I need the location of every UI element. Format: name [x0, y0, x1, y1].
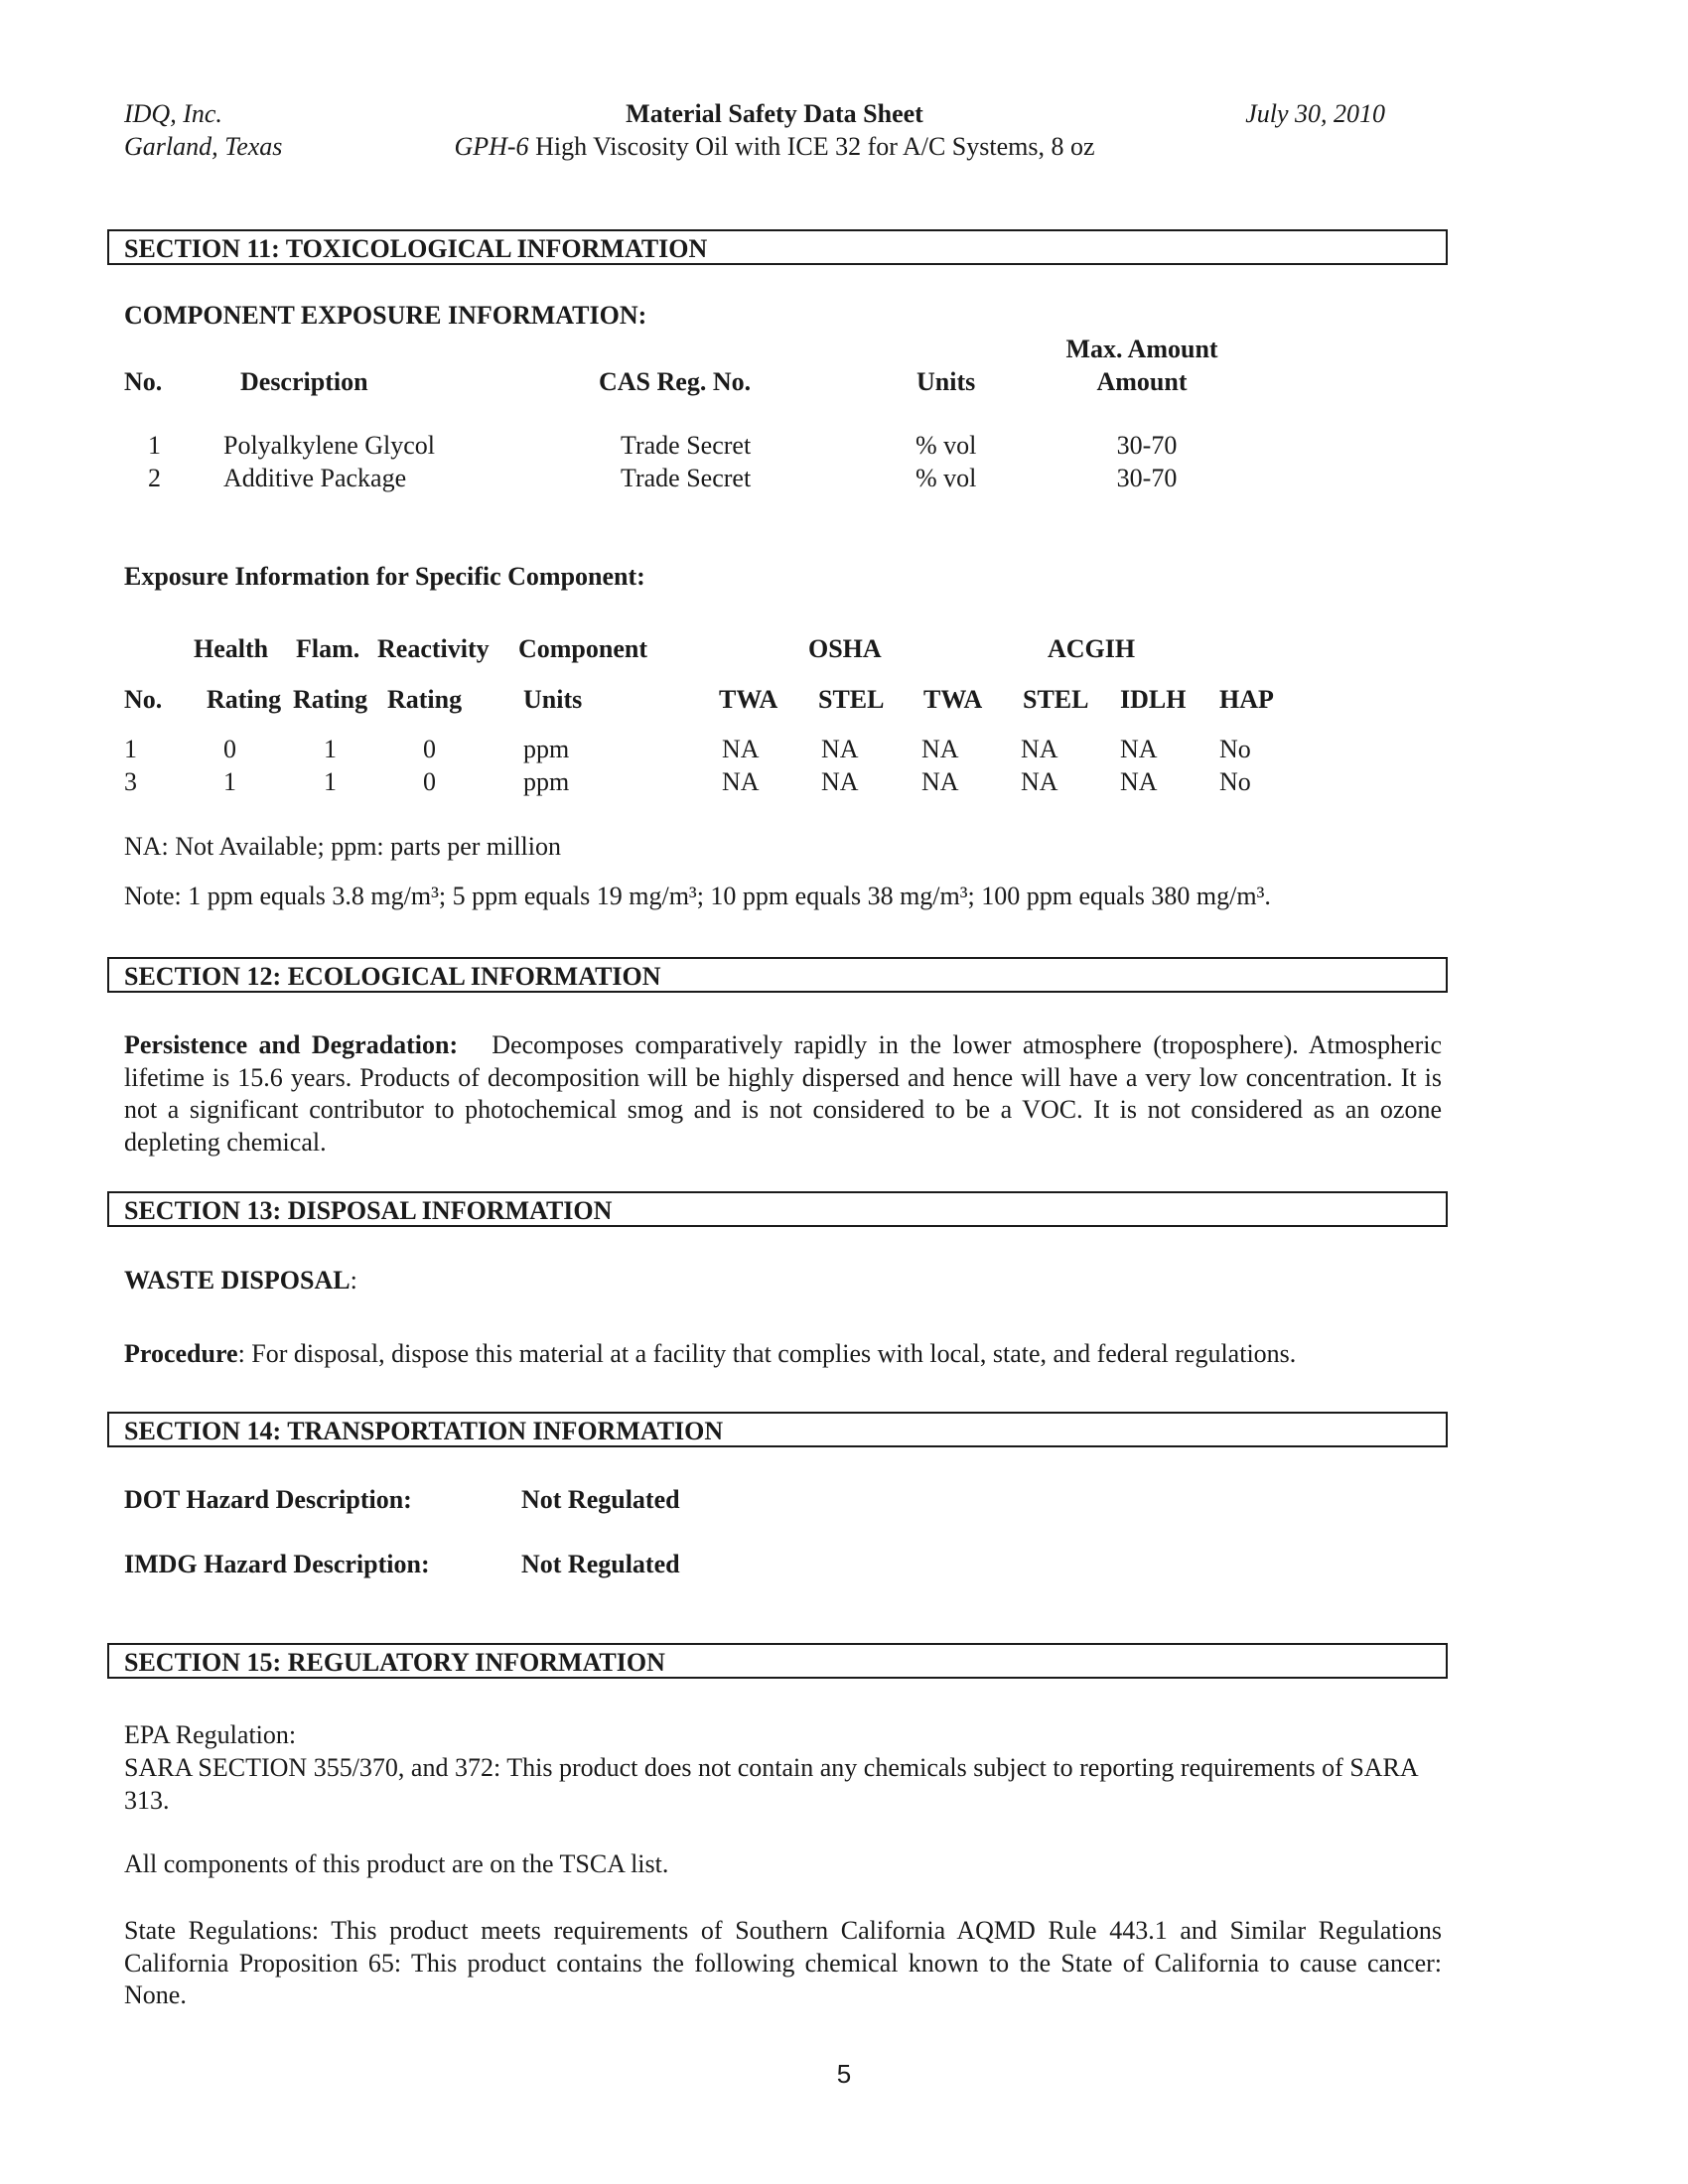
procedure-line — [124, 1339, 1296, 1369]
cell-acgih-stel: NA — [1021, 767, 1058, 796]
cell-reactivity: 0 — [423, 735, 436, 763]
component-exposure-heading: COMPONENT EXPOSURE INFORMATION: — [124, 301, 647, 330]
waste-disposal-label: WASTE DISPOSAL — [124, 1266, 351, 1295]
cell-no: 1 — [124, 735, 137, 763]
top-header-component: Component — [518, 634, 648, 663]
persistence-paragraph — [124, 1029, 1442, 1159]
cell-flam: 1 — [324, 767, 337, 796]
col-header-no: No. — [124, 367, 163, 396]
product-title — [397, 132, 1152, 162]
cell-cas: Trade Secret — [621, 431, 752, 460]
cell-idlh: NA — [1120, 735, 1158, 763]
dot-hazard-value: Not Regulated — [521, 1485, 680, 1514]
top-header-reactivity: Reactivity — [377, 634, 490, 663]
cell-units: ppm — [523, 735, 570, 763]
cell-no: 3 — [124, 767, 137, 796]
epa-regulation-label: EPA Regulation: — [124, 1720, 297, 1749]
top-header-health: Health — [194, 634, 269, 663]
col-header-units: Units — [916, 367, 976, 396]
cell-cas: Trade Secret — [621, 464, 752, 492]
cell-description: Polyalkylene Glycol — [223, 431, 436, 460]
abbreviations-note: NA: Not Available; ppm: parts per million — [124, 832, 562, 861]
col-header-osha-twa: TWA — [719, 685, 778, 714]
col-header-flam-rating: Rating — [293, 685, 368, 714]
tsca-statement: All components of this product are on the TSCA list. — [124, 1849, 669, 1878]
cell-idlh: NA — [1120, 767, 1158, 796]
section-13-header — [107, 1191, 1448, 1227]
company-name: IDQ, Inc. — [124, 99, 222, 128]
cell-flam: 1 — [324, 735, 337, 763]
top-header-acgih: ACGIH — [1048, 634, 1136, 663]
cell-description: Additive Package — [223, 464, 407, 492]
conversion-note: Note: 1 ppm equals 3.8 mg/m³; 5 ppm equals 19 mg/m³; 10 ppm equals 38 mg/m³; 100 ppm equals 380 mg/m³. — [124, 882, 1271, 910]
cell-units: % vol — [915, 464, 977, 492]
cell-amount: 30-70 — [1116, 464, 1178, 492]
top-header-osha: OSHA — [808, 634, 882, 663]
max-amount-header: Max. Amount — [1065, 335, 1218, 363]
col-header-acgih-stel: STEL — [1023, 685, 1089, 714]
imdg-hazard-label: IMDG Hazard Description: — [124, 1550, 430, 1578]
section-12-header — [107, 957, 1448, 993]
section-15-header — [107, 1643, 1448, 1679]
col-header-description: Description — [240, 367, 368, 396]
cell-osha-twa: NA — [722, 767, 760, 796]
top-header-flam: Flam. — [296, 634, 360, 663]
col-header-health-rating: Rating — [207, 685, 282, 714]
cell-no: 2 — [148, 464, 161, 492]
col-header-hap: HAP — [1219, 685, 1274, 714]
procedure-text: : For disposal, dispose this material at a facility that complies with local, state, and federal regulations. — [237, 1339, 1297, 1368]
section-14-header — [107, 1412, 1448, 1447]
col-header-reactivity-rating: Rating — [387, 685, 463, 714]
waste-disposal-colon: : — [350, 1266, 357, 1295]
cell-units: ppm — [523, 767, 570, 796]
document-title: Material Safety Data Sheet — [626, 99, 923, 128]
section-11-title: SECTION 11: TOXICOLOGICAL INFORMATION — [124, 234, 708, 263]
cell-no: 1 — [148, 431, 161, 460]
persistence-text: Decomposes comparatively rapidly in the lower atmosphere (troposphere). Atmospheric lifetime is 15.6 years. Products of decomposition will be highly dispersed and hence will have a very low concentration. It is not a significant contributor to photochemical smog and is not considered to be a VOC. It is not considered as an ozone depleting chemical. — [124, 1030, 1442, 1157]
document-date: July 30, 2010 — [1245, 99, 1385, 128]
state-regulations-paragraph: State Regulations: This product meets requirements of Southern California AQMD Rule 443.1 and Similar Regulations California Proposition 65: This product contains the following chemical known to the State of California to cause cancer: None. — [124, 1916, 1442, 2009]
col-header-idlh: IDLH — [1120, 685, 1187, 714]
cell-amount: 30-70 — [1116, 431, 1178, 460]
cell-health: 1 — [223, 767, 236, 796]
cell-health: 0 — [223, 735, 236, 763]
cell-osha-stel: NA — [821, 767, 859, 796]
dot-hazard-label: DOT Hazard Description: — [124, 1485, 412, 1514]
section-13-title: SECTION 13: DISPOSAL INFORMATION — [124, 1196, 613, 1225]
cell-reactivity: 0 — [423, 767, 436, 796]
col-header-no: No. — [124, 685, 163, 714]
sara-paragraph: SARA SECTION 355/370, and 372: This product does not contain any chemicals subject to reporting requirements of SARA 313. — [124, 1753, 1418, 1815]
col-header-osha-stel: STEL — [818, 685, 885, 714]
page-number: 5 — [836, 2059, 852, 2089]
cell-acgih-twa: NA — [921, 735, 959, 763]
waste-disposal-heading — [124, 1266, 357, 1296]
procedure-label: Procedure — [124, 1339, 238, 1368]
product-code: GPH-6 — [454, 132, 529, 161]
cell-units: % vol — [915, 431, 977, 460]
section-12-title: SECTION 12: ECOLOGICAL INFORMATION — [124, 962, 661, 991]
col-header-units: Units — [523, 685, 583, 714]
cell-osha-twa: NA — [722, 735, 760, 763]
section-15-title: SECTION 15: REGULATORY INFORMATION — [124, 1648, 665, 1677]
product-description: High Viscosity Oil with ICE 32 for A/C Systems, 8 oz — [528, 132, 1095, 161]
cell-acgih-stel: NA — [1021, 735, 1058, 763]
imdg-hazard-value: Not Regulated — [521, 1550, 680, 1578]
section-14-title: SECTION 14: TRANSPORTATION INFORMATION — [124, 1417, 724, 1445]
cell-osha-stel: NA — [821, 735, 859, 763]
col-header-amount: Amount — [1096, 367, 1188, 396]
col-header-cas: CAS Reg. No. — [599, 367, 752, 396]
cell-hap: No — [1219, 735, 1251, 763]
section-11-header — [107, 229, 1448, 265]
cell-hap: No — [1219, 767, 1251, 796]
cell-acgih-twa: NA — [921, 767, 959, 796]
col-header-acgih-twa: TWA — [923, 685, 983, 714]
exposure-specific-heading: Exposure Information for Specific Component: — [124, 562, 645, 591]
company-location: Garland, Texas — [124, 132, 283, 161]
persistence-label: Persistence and Degradation: — [124, 1030, 459, 1059]
